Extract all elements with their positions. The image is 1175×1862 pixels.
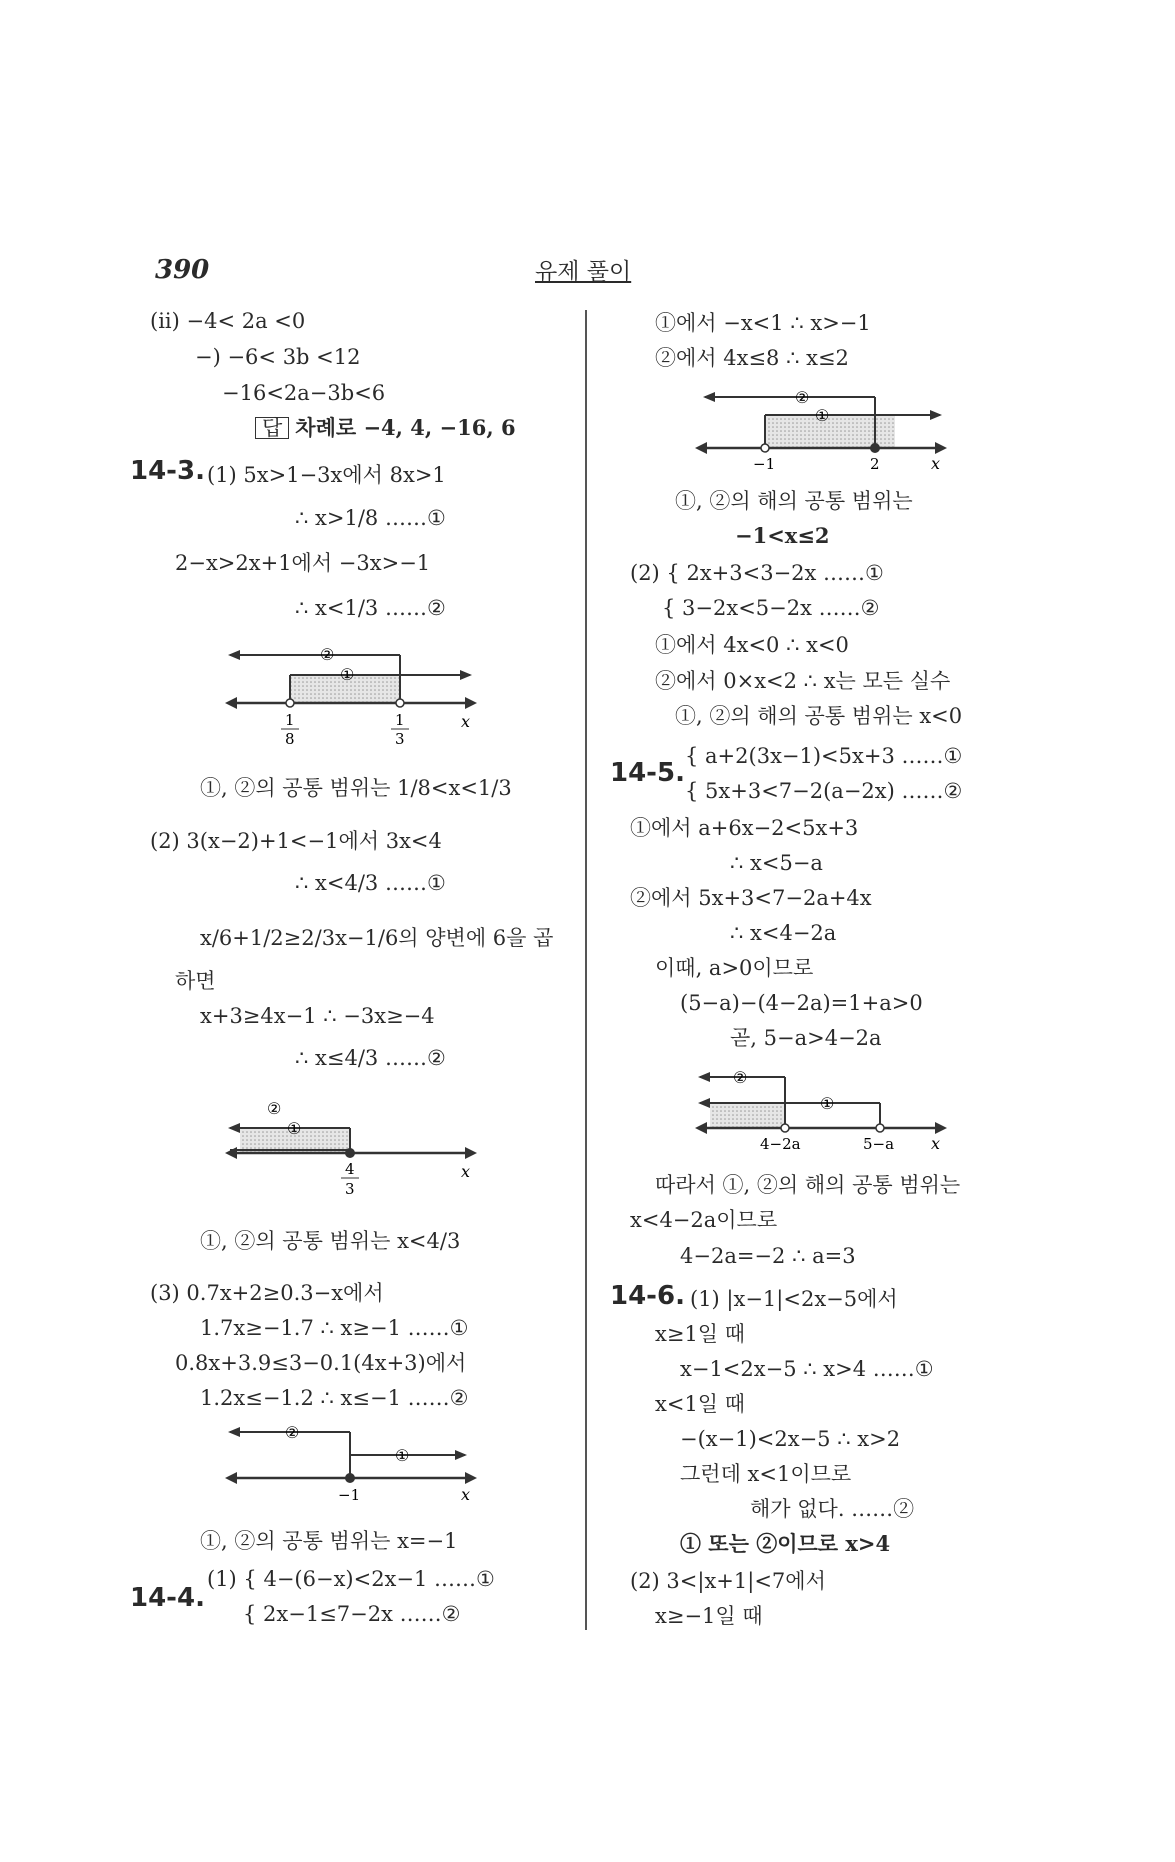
right-line-27: 그런데 x<1이므로: [680, 1462, 852, 1486]
fig1-tick-den-2: 3: [395, 730, 405, 748]
fig4-tick-1: −1: [753, 455, 776, 473]
fig3-tick: −1: [338, 1486, 361, 1504]
left-line-22: (1) { 4−(6−x)<2x−1 ……①: [207, 1567, 495, 1591]
right-line-12: ①에서 a+6x−2<5x+3: [630, 816, 859, 840]
fig5-axis-label: x: [931, 1134, 941, 1153]
right-line-2: ②에서 4x≤8 ∴ x≤2: [655, 346, 849, 370]
fig5-tick-2: 5−a: [863, 1135, 895, 1153]
left-line-7: 2−x>2x+1에서 −3x>−1: [175, 551, 431, 575]
problem-14-5: 14-5.: [610, 758, 685, 788]
right-line-7: ①에서 4x<0 ∴ x<0: [655, 633, 849, 657]
left-line-18: 1.7x≥−1.7 ∴ x≥−1 ……①: [200, 1316, 469, 1340]
right-line-25: x<1일 때: [655, 1392, 746, 1416]
number-line-figure-5: [695, 1065, 955, 1155]
fig2-circle-2: ②: [267, 1099, 282, 1118]
fig1-tick-num-2: 1: [395, 711, 405, 729]
right-line-31: x≥−1일 때: [655, 1604, 763, 1628]
right-line-14: ②에서 5x+3<7−2a+4x: [630, 886, 872, 910]
right-line-8: ②에서 0×x<2 ∴ x는 모든 실수: [655, 669, 951, 693]
left-line-19: 0.8x+3.9≤3−0.1(4x+3)에서: [175, 1351, 467, 1375]
left-line-12: x/6+1/2≥2/3x−1/6의 양변에 6을 곱: [200, 926, 554, 950]
page-number: 390: [155, 255, 210, 285]
right-line-24: x−1<2x−5 ∴ x>4 ……①: [680, 1357, 934, 1381]
left-line-6: ∴ x>1/8 ……①: [295, 506, 446, 530]
left-line-17: (3) 0.7x+2≥0.3−x에서: [150, 1281, 384, 1305]
fig3-circle-1: ①: [395, 1446, 410, 1465]
page-title: 유제 풀이: [535, 259, 632, 285]
fig2-tick-den: 3: [345, 1180, 355, 1198]
right-line-29: ① 또는 ②이므로 x>4: [680, 1531, 891, 1556]
fig5-circle-1: ①: [820, 1094, 835, 1113]
column-divider: [585, 310, 587, 1630]
left-line-21: ①, ②의 공통 범위는 x=−1: [200, 1529, 458, 1553]
right-line-4: −1<x≤2: [735, 523, 830, 548]
left-line-11: ∴ x<4/3 ……①: [295, 871, 446, 895]
left-line-15: ∴ x≤4/3 ……②: [295, 1046, 446, 1070]
number-line-figure-4: [695, 385, 955, 475]
right-line-22: (1) |x−1|<2x−5에서: [690, 1287, 898, 1311]
fig1-circle-1: ①: [340, 665, 355, 684]
fig4-circle-2: ②: [795, 388, 810, 407]
fig2-axis-label: x: [461, 1162, 471, 1181]
answer-line: [255, 415, 516, 441]
right-line-23: x≥1일 때: [655, 1322, 746, 1346]
number-line-figure-2: [225, 1090, 485, 1205]
fig1-tick-num-1: 1: [285, 711, 295, 729]
fig3-circle-2: ②: [285, 1423, 300, 1442]
right-line-11: { 5x+3<7−2(a−2x) ……②: [685, 779, 963, 803]
problem-14-4: 14-4.: [130, 1583, 205, 1613]
right-line-18: 곧, 5−a>4−2a: [730, 1026, 882, 1050]
answer-tag: 답: [255, 417, 289, 439]
right-line-26: −(x−1)<2x−5 ∴ x>2: [680, 1427, 901, 1451]
left-line-1: (ii) −4< 2a <0: [150, 309, 306, 333]
left-line-10: (2) 3(x−2)+1<−1에서 3x<4: [150, 829, 442, 853]
left-line-3: −16<2a−3b<6: [222, 381, 386, 405]
fig4-circle-1: ①: [815, 406, 830, 425]
right-line-20: x<4−2a이므로: [630, 1208, 778, 1232]
fig4-tick-2: 2: [870, 455, 880, 473]
right-line-10: { a+2(3x−1)<5x+3 ……①: [685, 744, 963, 768]
fig5-circle-2: ②: [733, 1068, 748, 1087]
fig1-circle-2: ②: [320, 645, 335, 664]
fig1-tick-den-1: 8: [285, 730, 295, 748]
left-line-8: ∴ x<1/3 ……②: [295, 596, 446, 620]
right-line-28: 해가 없다. ……②: [750, 1497, 915, 1521]
problem-14-6: 14-6.: [610, 1281, 685, 1311]
right-line-13: ∴ x<5−a: [730, 851, 823, 875]
right-line-9: ①, ②의 해의 공통 범위는 x<0: [675, 704, 963, 728]
right-line-5: (2) { 2x+3<3−2x ……①: [630, 561, 884, 585]
left-line-20: 1.2x≤−1.2 ∴ x≤−1 ……②: [200, 1386, 469, 1410]
fig2-circle-1: ①: [287, 1119, 302, 1138]
fig5-tick-1: 4−2a: [760, 1135, 801, 1153]
fig2-tick-num: 4: [345, 1160, 355, 1178]
fig4-axis-label: x: [931, 454, 941, 473]
right-line-19: 따라서 ①, ②의 해의 공통 범위는: [655, 1173, 961, 1197]
right-line-3: ①, ②의 해의 공통 범위는: [675, 489, 913, 513]
left-line-2: −) −6< 3b <12: [195, 345, 361, 369]
right-line-6: { 3−2x<5−2x ……②: [662, 596, 880, 620]
right-line-30: (2) 3<|x+1|<7에서: [630, 1569, 826, 1593]
left-line-16: ①, ②의 공통 범위는 x<4/3: [200, 1229, 461, 1253]
right-line-16: 이때, a>0이므로: [655, 956, 814, 980]
number-line-figure-1: [225, 640, 485, 755]
right-line-1: ①에서 −x<1 ∴ x>−1: [655, 311, 871, 335]
left-line-14: x+3≥4x−1 ∴ −3x≥−4: [200, 1004, 435, 1028]
right-line-15: ∴ x<4−2a: [730, 921, 837, 945]
left-line-23: { 2x−1≤7−2x ……②: [243, 1602, 461, 1626]
right-line-17: (5−a)−(4−2a)=1+a>0: [680, 991, 923, 1015]
problem-14-3: 14-3.: [130, 456, 205, 486]
left-line-13: 하면: [175, 969, 216, 993]
fig3-axis-label: x: [461, 1485, 471, 1504]
answer-text: 차례로 −4, 4, −16, 6: [295, 415, 516, 440]
number-line-figure-3: [225, 1420, 485, 1505]
left-line-5: (1) 5x>1−3x에서 8x>1: [207, 463, 446, 487]
fig1-axis-label: x: [461, 712, 471, 731]
left-line-9: ①, ②의 공통 범위는 1/8<x<1/3: [200, 776, 512, 800]
right-line-21: 4−2a=−2 ∴ a=3: [680, 1244, 856, 1268]
